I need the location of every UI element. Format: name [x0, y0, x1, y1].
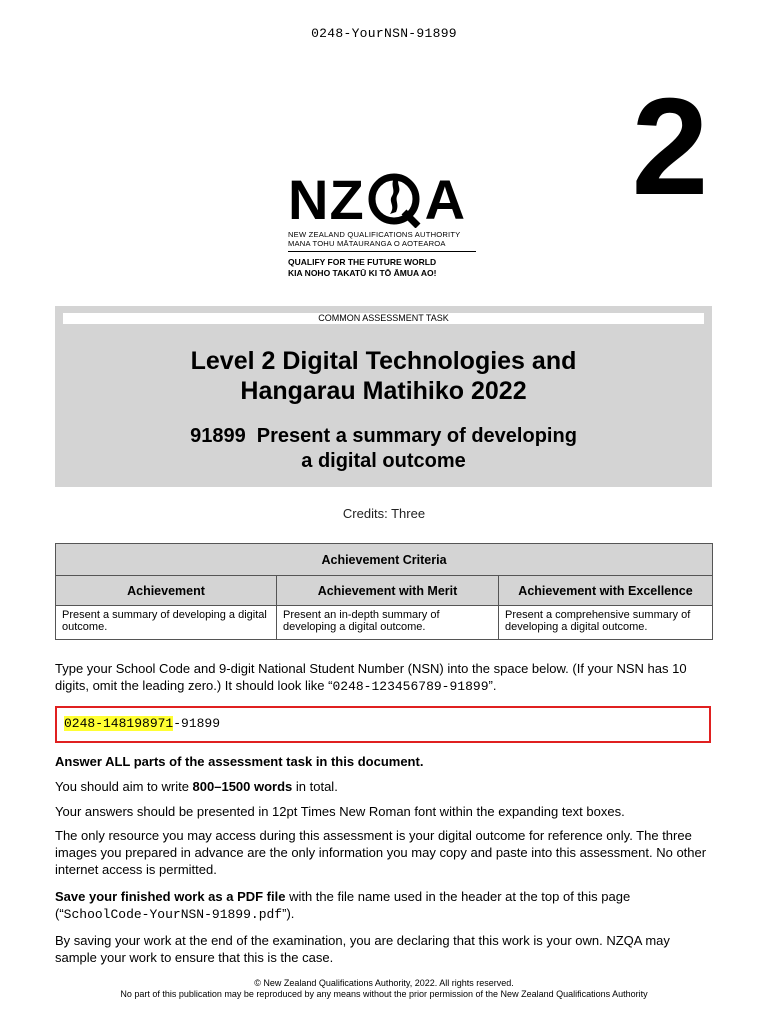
- word-count-pre: You should aim to write: [55, 779, 193, 794]
- footer: [0, 978, 768, 1000]
- font-instruction: Your answers should be presented in 12pt Times New Roman font within the expanding text boxes.: [55, 804, 625, 819]
- logo-wordmark: [288, 170, 480, 230]
- logo-tagline-maori: KIA NOHO TAKATŪ KI TŌ ĀMUA AO!: [288, 268, 437, 278]
- criteria-cell-excellence: Present a comprehensive summary of developing a digital outcome.: [499, 606, 713, 640]
- column-achievement: Achievement: [56, 576, 277, 606]
- subtitle-line-2: a digital outcome: [301, 450, 466, 472]
- page-title: [55, 346, 712, 406]
- criteria-cell-merit: Present an in-depth summary of developing a digital outcome.: [277, 606, 499, 640]
- column-merit: Achievement with Merit: [277, 576, 499, 606]
- nsn-input-field[interactable]: [55, 706, 711, 743]
- logo-wordmark-left: NZ: [288, 168, 365, 231]
- logo-divider: [288, 251, 476, 252]
- nsn-instructions-text: Type your School Code and 9-digit National Student Number (NSN) into the space below. (If your NSN has 10 digits, omit the leading zero.) It should look like “: [55, 661, 687, 693]
- logo-q-icon: [366, 172, 424, 228]
- nsn-instructions: [55, 660, 715, 695]
- nsn-instructions-end: ”.: [488, 678, 497, 693]
- task-type-label: COMMON ASSESSMENT TASK: [63, 313, 704, 324]
- declaration-instruction: By saving your work at the end of the examination, you are declaring that this work is your own. NZQA may sample your work to ensure that this is the case.: [55, 933, 670, 965]
- nsn-example: 0248-123456789-91899: [332, 679, 489, 694]
- logo-org-name: NEW ZEALAND QUALIFICATIONS AUTHORITY: [288, 230, 461, 239]
- word-count-range: 800–1500 words: [192, 779, 293, 794]
- word-count-post: in total.: [292, 779, 338, 794]
- title-line-2: Hangarau Matihiko 2022: [240, 377, 527, 405]
- nzqa-logo: [288, 170, 480, 279]
- criteria-heading: Achievement Criteria: [56, 544, 713, 576]
- save-instruction-text: with the file name used in the header at the top of this page (“: [55, 889, 631, 921]
- logo-wordmark-right: A: [424, 168, 467, 231]
- title-banner: [55, 306, 712, 487]
- save-filename: SchoolCode-YourNSN-91899.pdf: [63, 907, 283, 922]
- level-number: 2: [631, 70, 709, 224]
- nsn-standard-suffix: -91899: [173, 716, 221, 731]
- save-instruction: [55, 888, 715, 923]
- achievement-criteria-table: [55, 543, 713, 640]
- title-line-1: Level 2 Digital Technologies and: [190, 347, 577, 375]
- footer-notice: No part of this publication may be reproduced by any means without the prior permission of the New Zealand Qualifications Authority: [120, 989, 648, 999]
- save-instruction-bold: Save your finished work as a PDF file: [55, 889, 286, 904]
- word-count-instruction: [55, 778, 715, 795]
- logo-tagline: QUALIFY FOR THE FUTURE WORLD: [288, 257, 437, 267]
- nsn-highlighted-code: 0248-148198971: [64, 716, 174, 731]
- criteria-cell-achievement: Present a summary of developing a digital outcome.: [56, 606, 277, 640]
- answer-all-instruction: Answer ALL parts of the assessment task in this document.: [55, 754, 424, 769]
- document-header-code: 0248-YourNSN-91899: [311, 26, 457, 41]
- standard-subtitle: [55, 424, 712, 474]
- subtitle-line-1: 91899 Present a summary of developing: [190, 425, 577, 447]
- logo-org-name-maori: MANA TOHU MĀTAURANGA O AOTEAROA: [288, 239, 446, 248]
- column-excellence: Achievement with Excellence: [499, 576, 713, 606]
- save-instruction-end: ”).: [282, 906, 295, 921]
- footer-copyright: © New Zealand Qualifications Authority, 2022. All rights reserved.: [254, 978, 514, 988]
- credits-label: Credits: Three: [342, 506, 426, 521]
- nsn-field-value[interactable]: [64, 716, 220, 731]
- resource-instruction: The only resource you may access during this assessment is your digital outcome for reference only. The three images you prepared in advance are the only information you may copy and paste into this assessment. No other internet access is permitted.: [55, 828, 707, 877]
